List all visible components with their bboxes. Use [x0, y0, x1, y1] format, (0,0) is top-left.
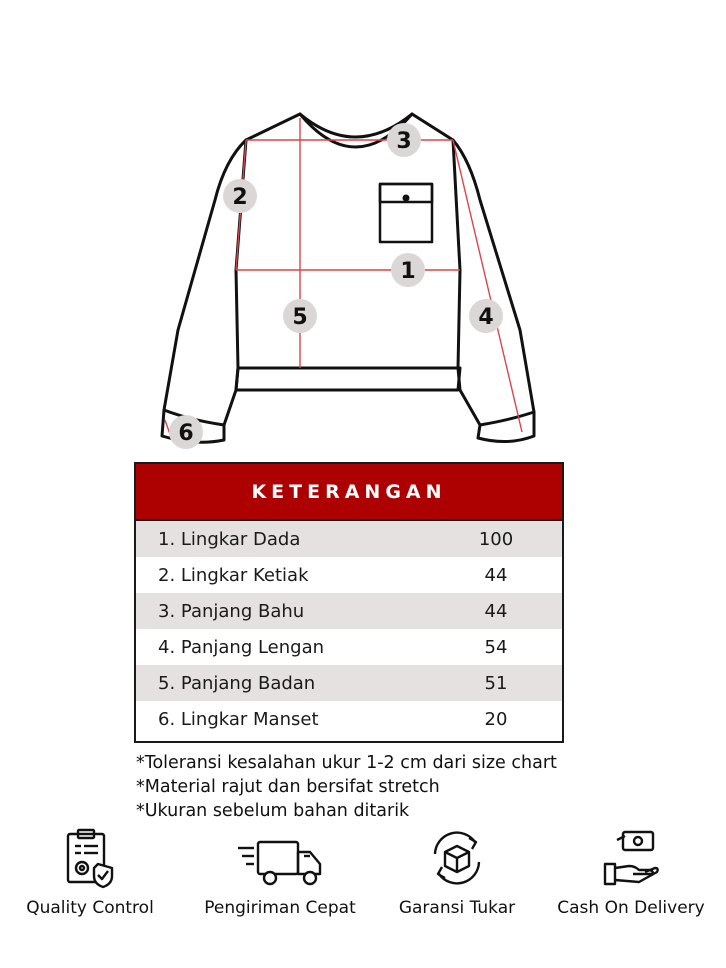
table-row	[136, 593, 562, 629]
marker-5	[283, 299, 317, 333]
row-value: 20	[484, 708, 508, 730]
notes	[136, 751, 616, 823]
note-line: *Material rajut dan bersifat stretch	[136, 777, 440, 797]
table-row	[136, 665, 562, 701]
cash-hand-icon	[599, 826, 663, 890]
row-label: 2. Lingkar Ketiak	[158, 564, 309, 586]
marker-2	[223, 179, 257, 213]
feature-label: Cash On Delivery	[557, 898, 705, 918]
table-row	[136, 701, 562, 737]
marker-3	[387, 123, 421, 157]
marker-4	[469, 299, 503, 333]
row-label: 4. Panjang Lengan	[158, 636, 325, 658]
note-line: *Ukuran sebelum bahan ditarik	[136, 801, 410, 821]
svg-text:5: 5	[292, 305, 308, 330]
feature-label: Garansi Tukar	[398, 898, 516, 918]
quality-control-icon	[58, 826, 122, 890]
row-value: 54	[484, 636, 508, 658]
row-label: 6. Lingkar Manset	[158, 708, 319, 730]
row-label: 3. Panjang Bahu	[158, 600, 305, 622]
pocket-button	[403, 195, 410, 202]
feature-exchange-guarantee	[367, 826, 547, 918]
table-row	[136, 521, 562, 557]
feature-label: Pengiriman Cepat	[204, 898, 356, 918]
row-value: 44	[484, 600, 508, 622]
size-table	[134, 462, 564, 743]
sweater-measurement-diagram	[0, 0, 726, 460]
marker-6	[169, 415, 203, 449]
feature-quality-control	[0, 826, 180, 918]
sweater-outline	[162, 114, 534, 442]
table-row	[136, 629, 562, 665]
marker-1	[391, 253, 425, 287]
feature-cash-on-delivery	[541, 826, 721, 918]
svg-text:3: 3	[396, 129, 412, 154]
note-line: *Toleransi kesalahan ukur 1-2 cm dari size chart	[136, 753, 557, 773]
svg-text:6: 6	[178, 421, 194, 446]
svg-text:4: 4	[478, 305, 494, 330]
svg-text:1: 1	[400, 259, 416, 284]
delivery-truck-icon	[234, 826, 326, 890]
svg-text:2: 2	[232, 185, 248, 210]
row-label: 5. Panjang Badan	[158, 672, 316, 694]
feature-fast-shipping	[190, 826, 370, 918]
table-title: KETERANGAN	[136, 464, 562, 521]
feature-label: Quality Control	[26, 898, 154, 918]
row-value: 51	[484, 672, 508, 694]
table-row	[136, 557, 562, 593]
row-value: 44	[484, 564, 508, 586]
exchange-box-icon	[425, 826, 489, 890]
row-value: 100	[478, 528, 514, 550]
row-label: 1. Lingkar Dada	[158, 528, 301, 550]
